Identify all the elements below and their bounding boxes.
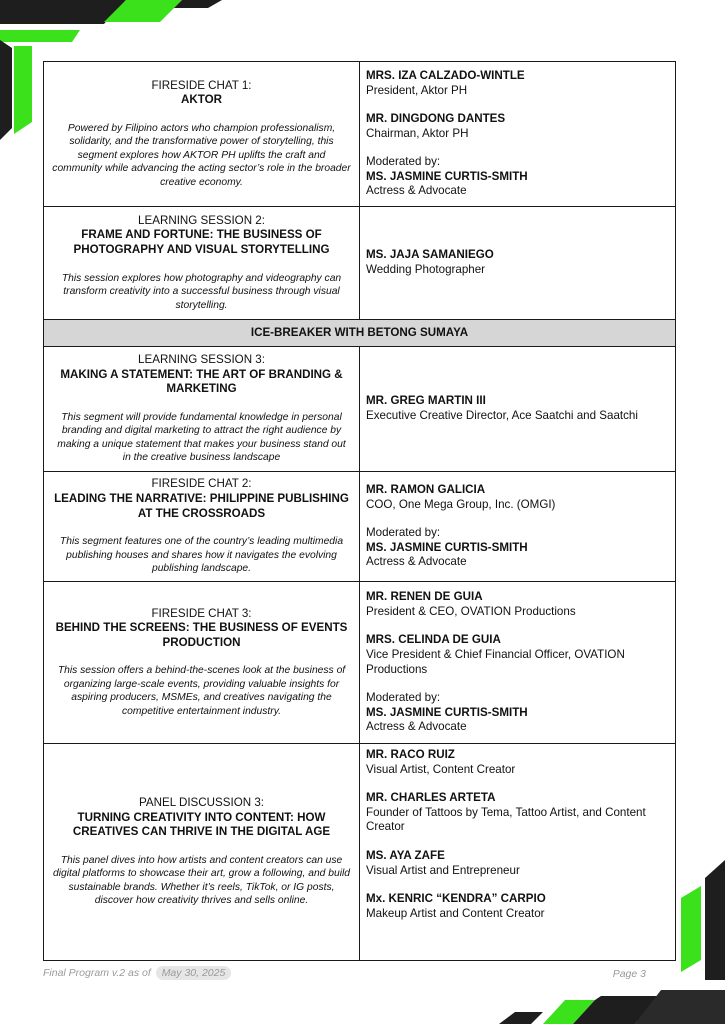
session-type: LEARNING SESSION 2: [138, 213, 265, 227]
speaker-role: Visual Artist, Content Creator [366, 762, 516, 776]
speaker [366, 590, 669, 619]
speaker-role: Chairman, Aktor PH [366, 126, 469, 140]
session-title: AKTOR [180, 93, 222, 107]
speaker-name: MR. RENEN DE GUIA [366, 590, 483, 604]
session-info [44, 207, 360, 320]
moderator-role: Actress & Advocate [366, 184, 467, 198]
session-title: MAKING A STATEMENT: THE ART OF BRANDING & MARKETING [60, 367, 343, 396]
moderator-role: Actress & Advocate [366, 720, 467, 734]
session-info [44, 582, 360, 744]
speaker [366, 69, 669, 98]
speaker-name: MRS. IZA CALZADO-WINTLE [366, 68, 525, 82]
session-row [44, 472, 676, 582]
speaker-role: President, Aktor PH [366, 83, 468, 97]
sessions-part2 [44, 347, 676, 961]
speakers-cell [360, 62, 676, 207]
page-number: Page 3 [612, 968, 646, 980]
session-description: This session explores how photography and videography can transform creativity into a successful business through visual storytelling. [61, 272, 342, 311]
speaker-name: MS. AYA ZAFE [366, 848, 445, 862]
speaker-name: MR. GREG MARTIN III [366, 394, 486, 408]
moderator [366, 155, 669, 199]
date-badge: May 30, 2025 [156, 966, 232, 980]
session-type: LEARNING SESSION 3: [138, 353, 265, 367]
session-info [44, 62, 360, 207]
speaker [366, 892, 669, 921]
session-row [44, 62, 676, 207]
session-title: TURNING CREATIVITY INTO CONTENT: HOW CREATIVES CAN THRIVE IN THE DIGITAL AGE [72, 810, 331, 839]
speakers-cell [360, 744, 676, 961]
program-table [43, 61, 676, 961]
moderator-role: Actress & Advocate [366, 555, 467, 569]
session-type: FIRESIDE CHAT 1: [151, 78, 252, 92]
speaker-role: Founder of Tattoos by Tema, Tattoo Artist, and Content Creator [366, 805, 646, 834]
session-row [44, 207, 676, 320]
session-type: FIRESIDE CHAT 2: [151, 477, 252, 491]
session-row [44, 347, 676, 472]
speaker [366, 248, 669, 277]
speaker-name: MRS. CELINDA DE GUIA [366, 633, 501, 647]
speaker-name: MR. DINGDONG DANTES [366, 112, 506, 126]
moderator-name: MS. JASMINE CURTIS-SMITH [366, 540, 528, 554]
speaker [366, 394, 669, 423]
ice-breaker-label: ICE-BREAKER WITH BETONG SUMAYA [44, 320, 676, 347]
session-description: This panel dives into how artists and content creators can use digital platforms to showcase their art, grow a following, and build sustainable brands. Whether it’s reels, TikTok, or IG posts, discover how creativity thrives and sells online. [52, 854, 351, 907]
session-description: Powered by Filipino actors who champion professionalism, solidarity, and the transformative power of storytelling, this segment explores how AKTOR PH uplifts the craft and community while advancing the acting sector’s role in the broader creative economy. [52, 122, 351, 188]
break-row [44, 320, 676, 347]
session-info [44, 744, 360, 961]
speaker [366, 748, 669, 777]
speaker-name: MS. JAJA SAMANIEGO [366, 248, 494, 262]
moderated-by-label: Moderated by: [366, 691, 441, 705]
moderated-by-label: Moderated by: [366, 526, 441, 540]
speaker-role: President & CEO, OVATION Productions [366, 604, 576, 618]
speaker-name: MR. CHARLES ARTETA [366, 791, 496, 805]
session-description: This session offers a behind-the-scenes look at the business of organizing large-scale events, providing valuable insights for aspiring producers, MSMEs, and creatives navigating the competitive entertainment industry. [57, 665, 346, 717]
speaker [366, 633, 669, 677]
session-info [44, 472, 360, 582]
speaker-role: Executive Creative Director, Ace Saatchi and Saatchi [366, 409, 638, 422]
speakers-cell [360, 472, 676, 582]
version-text: Final Program v.2 as of [43, 967, 151, 979]
speaker-role: Vice President & Chief Financial Officer, OVATION Productions [366, 647, 625, 676]
speaker-role: Visual Artist and Entrepreneur [366, 863, 520, 877]
moderator-name: MS. JASMINE CURTIS-SMITH [366, 169, 528, 183]
session-title: BEHIND THE SCREENS: THE BUSINESS OF EVENTS PRODUCTION [55, 621, 348, 649]
session-title: FRAME AND FORTUNE: THE BUSINESS OF PHOTOGRAPHY AND VISUAL STORYTELLING [73, 228, 330, 257]
session-info [44, 347, 360, 472]
speakers-cell [360, 347, 676, 472]
speaker-name: MR. RACO RUIZ [366, 748, 455, 761]
session-type: FIRESIDE CHAT 3: [151, 606, 252, 620]
session-description: This segment features one of the country’s leading multimedia publishing houses and shares how it navigates the evolving publishing landscape. [59, 536, 344, 575]
session-row [44, 582, 676, 744]
moderator-name: MS. JASMINE CURTIS-SMITH [366, 705, 528, 719]
moderated-by-label: Moderated by: [366, 155, 441, 169]
session-title: LEADING THE NARRATIVE: PHILIPPINE PUBLISHING AT THE CROSSROADS [54, 491, 349, 520]
sessions-part1 [44, 62, 676, 320]
session-description: This segment will provide fundamental knowledge in personal branding and digital marketing to attract the right audience by making a unique statement that makes your business stand out in the creative business landscape [57, 411, 346, 464]
speaker [366, 112, 669, 141]
speaker-name: MR. RAMON GALICIA [366, 483, 486, 497]
session-row [44, 744, 676, 961]
moderator [366, 526, 669, 570]
speaker-role: Wedding Photographer [366, 263, 486, 276]
footer-version [43, 966, 231, 980]
speaker [366, 849, 669, 878]
break-section [44, 320, 676, 347]
speaker [366, 483, 669, 512]
speakers-cell [360, 582, 676, 744]
speaker-role: Makeup Artist and Content Creator [366, 906, 545, 920]
speakers-cell [360, 207, 676, 320]
moderator [366, 691, 669, 735]
session-type: PANEL DISCUSSION 3: [139, 796, 264, 810]
speaker-name: Mx. KENRIC “KENDRA” CARPIO [366, 892, 546, 906]
speaker-role: COO, One Mega Group, Inc. (OMGI) [366, 497, 556, 511]
speaker [366, 791, 669, 835]
